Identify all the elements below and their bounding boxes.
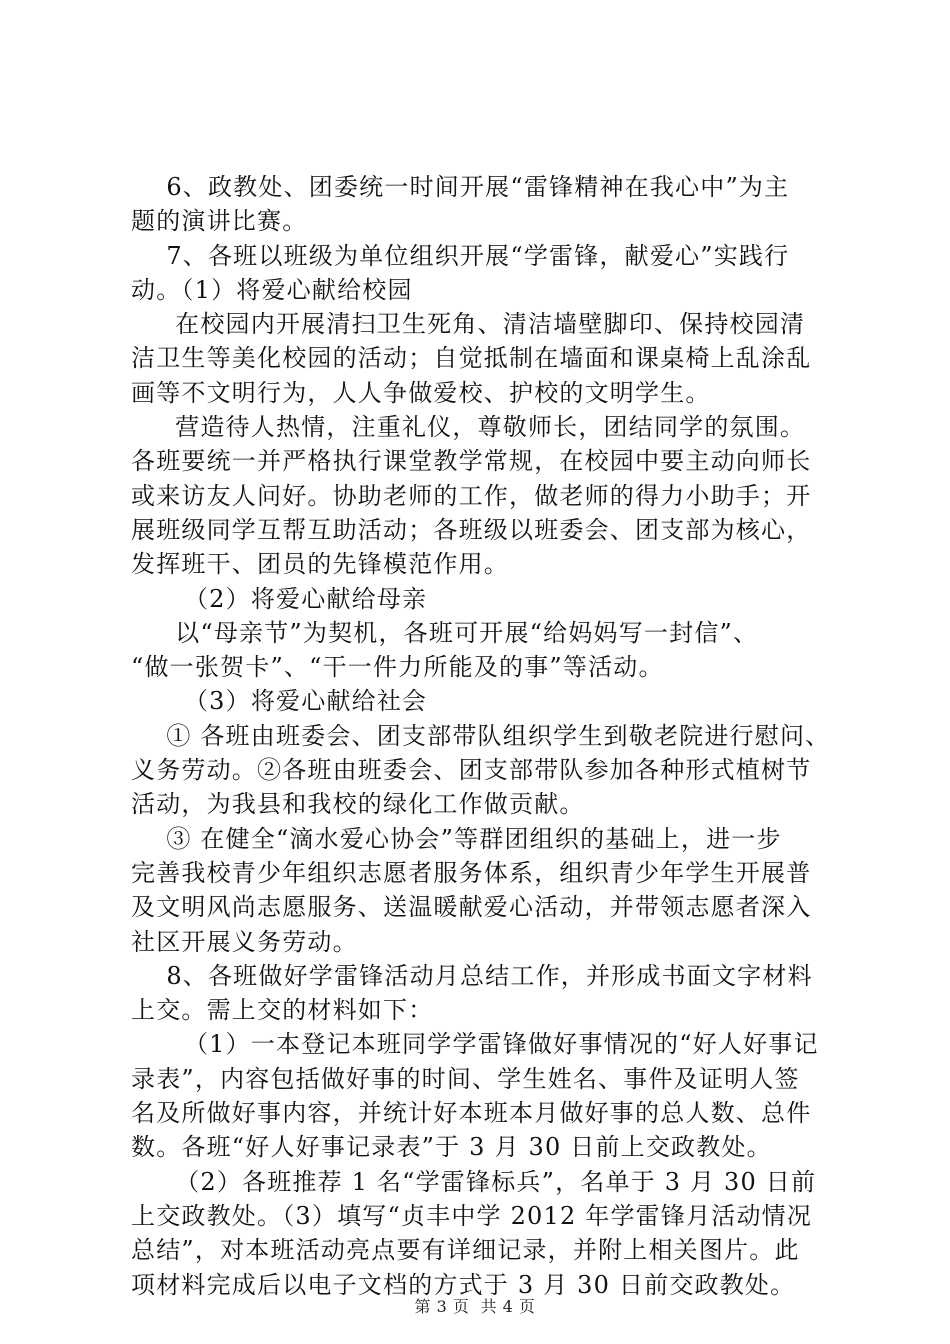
text-line: 画等不文明行为，人人争做爱校、护校的文明学生。 xyxy=(131,378,711,407)
text-line: 上交政教处。（3）填写“贞丰中学 2012 年学雷锋月活动情况 xyxy=(131,1201,813,1230)
text-line: 8、各班做好学雷锋活动月总结工作，并形成书面文字材料 xyxy=(131,961,813,990)
text-line: 或来访友人问好。协助老师的工作，做老师的得力小助手；开 xyxy=(131,481,812,510)
text-line: （3）将爱心献给社会 xyxy=(131,687,428,716)
text-line: 总结”，对本班活动亮点要有详细记录，并附上相关图片。此 xyxy=(131,1236,800,1265)
text-line: 社区开展义务劳动。 xyxy=(131,927,358,956)
document-body xyxy=(131,170,831,1302)
text-line: “做一张贺卡”、“干一件力所能及的事”等活动。 xyxy=(131,653,664,682)
text-line: 完善我校青少年组织志愿者服务体系，组织青少年学生开展普 xyxy=(131,858,812,887)
text-line: 发挥班干、团员的先锋模范作用。 xyxy=(131,550,509,579)
text-line: 活动，为我县和我校的绿化工作做贡献。 xyxy=(131,790,585,819)
text-line: 项材料完成后以电子文档的方式于 3 月 30 日前交政教处。 xyxy=(131,1270,796,1299)
text-line: 营造待人热情，注重礼仪，尊敬师长，团结同学的氛围。 xyxy=(131,413,806,442)
text-line: 义务劳动。②各班由班委会、团支部带队参加各种形式植树节 xyxy=(131,756,812,785)
text-line: 题的演讲比赛。 xyxy=(131,207,308,236)
text-line: ③ 在健全“滴水爱心协会”等群团组织的基础上，进一步 xyxy=(131,824,782,853)
text-line: 名及所做好事内容，并统计好本班本月做好事的总人数、总件 xyxy=(131,1099,812,1128)
text-line: 以“母亲节”为契机，各班可开展“给妈妈写一封信”、 xyxy=(131,618,759,647)
text-line: 6、政教处、团委统一时间开展“雷锋精神在我心中”为主 xyxy=(131,173,790,201)
text-line: 上交。需上交的材料如下： xyxy=(131,996,434,1025)
text-line: 动。（1）将爱心献给校园 xyxy=(131,275,413,304)
text-line: （2）各班推荐 1 名“学雷锋标兵”，名单于 3 月 30 日前 xyxy=(131,1167,817,1196)
text-line: 在校园内开展清扫卫生死角、清洁墙壁脚印、保持校园清 xyxy=(131,310,806,339)
page-number-footer: 第 3 页 共 4 页 xyxy=(414,1297,536,1316)
text-line: 及文明风尚志愿服务、送温暖献爱心活动，并带领志愿者深入 xyxy=(131,893,812,922)
text-line: 7、各班以班级为单位组织开展“学雷锋，献爱心”实践行 xyxy=(131,241,790,270)
text-line: （2）将爱心献给母亲 xyxy=(131,584,428,613)
text-line: （1）一本登记本班同学学雷锋做好事情况的“好人好事记 xyxy=(131,1030,819,1059)
text-line: 洁卫生等美化校园的活动；自觉抵制在墙面和课桌椅上乱涂乱 xyxy=(131,344,812,373)
text-line: 录表”，内容包括做好事的时间、学生姓名、事件及证明人签 xyxy=(131,1064,800,1093)
text-line: 数。各班“好人好事记录表”于 3 月 30 日前上交政教处。 xyxy=(131,1133,772,1162)
text-line: 展班级同学互帮互助活动；各班级以班委会、团支部为核心， xyxy=(131,515,812,544)
text-line: 各班要统一并严格执行课堂教学常规，在校园中要主动向师长 xyxy=(131,447,812,476)
text-line: ① 各班由班委会、团支部带队组织学生到敬老院进行慰问、 xyxy=(131,721,831,750)
